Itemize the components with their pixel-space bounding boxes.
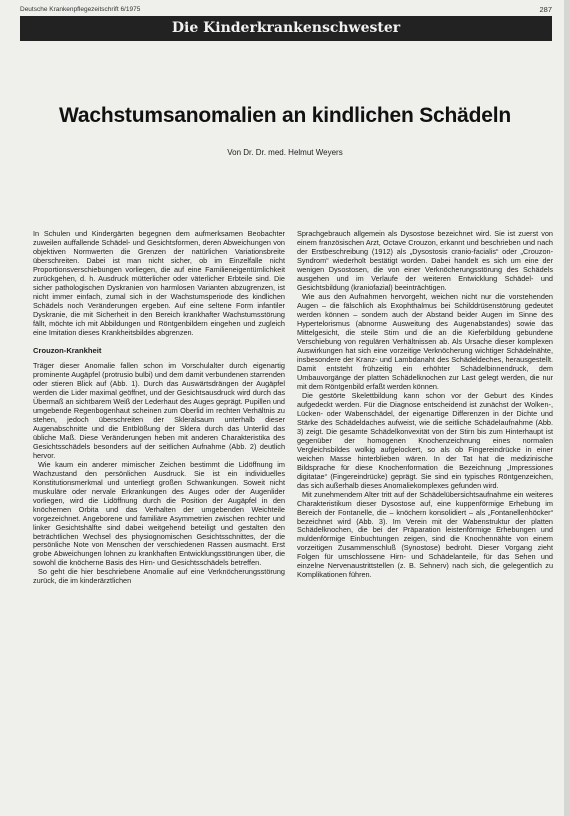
page-number: 287 [539,5,552,14]
running-head [20,4,552,16]
body-paragraph: So geht die hier beschriebene Anomalie auf eine Verknöcherungsstörung zurück, die im kinderärztlichen [33,567,285,586]
body-paragraph: Mit zunehmendem Alter tritt auf der Schädelübersichtsaufnahme ein weiteres Charakteristikum dieser Dysostose auf, eine kuppenförmige Erhebung im Bereich der Fontanelle, die – knöchern konsolidiert – als „Fontanellenhöcker“ bezeichnet wird (Abb. 3). Im Verein mit der Wabenstruktur der platten Schädelknochen, die bei der Präparation leistenförmige Erhebungen und muldenförmige Einbuchtungen zeigen, sind die Knochennähte von einem vorzeitigen Zusammenschluß (Synostose) bedroht. Dieser Vorgang zieht Folgen für umschlossene Hirn- und Schädelanteile, für das Sehen und einzelne Nervenaustrittstellen (z. B. Sehnerv) nach sich, die gelegentlich zu Komplikationen führen. [297,489,553,580]
article-byline: Von Dr. Dr. med. Helmut Weyers [227,148,343,157]
body-paragraph: Wie kaum ein anderer mimischer Zeichen bestimmt die Lidöffnung im Wachzustand den persönlichen Ausdruck. Sie ist ein individuelles Konstitutionsmerkmal und unterliegt großen Schwankungen. Soweit nicht muskuläre oder nervale Erkrankungen des Auges oder der Augenlider vorliegen, wird die Lidöffnung durch die Position der Augäpfel in den knöchernen Orbita und das Verhalten der umgebenden Weichteile vorgezeichnet. Angeborene und familiäre Asymmetrien zwischen rechter und linker Gesichtshälfte sind dabei weitgehend beteiligt und gestalten den beträchtlichen Wechsel des physiognomischen Gesichtsschnittes, der die persönliche Note von Menschen der verschiedenen Rassen ausmacht. Erst grobe Abweichungen lohnen zu krankhaften Entwicklungsstörungen über, die sowohl die knöcherne Basis des Hirn- und Gesichtsschädels betreffen. [33,459,285,568]
section-heading: Crouzon-Krankheit [33,345,102,355]
article-title: Wachstumsanomalien an kindlichen Schädeln [59,104,511,127]
body-paragraph: Sprachgebrauch allgemein als Dysostose bezeichnet wird. Sie ist zuerst von einem französischen Arzt, Octave Crouzon, erkannt und beschrieben und nach der Erstbeschreibung (1912) als „Dysostosis cranio-facialis“ oder „Crouzon-Syndrom“ wiederholt bestätigt worden. Dabei handelt es sich um eine der wenigen Dysostosen, die von einer Verknöcherungsstörung des Schädels ausgehen und im Verlaufe der weiteren Entwicklung Schädel- und Gesichtsbildung (kraniofazial) beeinträchtigen. [297,229,553,292]
scan-edge [564,0,570,816]
body-paragraph: Wie aus den Aufnahmen hervorgeht, weichen nicht nur die vorstehenden Augen – die fälschlich als Exophthalmus bei Schilddrüsenstörung gedeutet werden können – sondern auch der Abstand beider Augen im Sinne des Hypertelorismus (abnorme Ausweitung des Augenabstandes) sowie das Mittelgesicht, die steile Stirn und die an die Kieferbildung gebundene Verschiebung von regulären Verhältnissen ab. Als Ursache dieser komplexen Auswirkungen hat sich eine vorzeitige Verknöcherung wichtiger Schädelnähte, insbesondere der Kranz- und Lambdanaht des Schädeldeches, herausgestellt. Damit entsteht frühzeitig ein erhöhter Schädelbinnendruck, dem Umbauvorgänge der platten Schädelknochen zur Last gelegt werden, die nur mit dem Röntgenbild erfaßt werden können. [297,291,553,391]
journal-name: Deutsche Krankenpflegezeitschrift 6/1975 [20,6,141,13]
intro-paragraph: In Schulen und Kindergärten begegnen dem aufmerksamen Beobachter zuweilen auffallende Schädel- und Gesichtsformen, deren Abweichungen von objektiven Normwerten die Grenzen der natürlichen Variationsbreite überschreiten. Dabei ist man nicht sicher, ob im Einzelfalle nicht Proportionsverschiebungen vorliegen, die auf eine Familieneigentümlichkeit zurückgehen, d. h. Ausdruck mütterlicher oder väterlicher Erbteile sind. Die sicher pathologischen Dyskranien von harmlosen Varianten abzugrenzen, ist nicht immer einfach, zumal sich in der Wachstumsperiode des kindlichen Schädels noch Veränderungen ergeben. Auf eine seltene Form infantiler Dyskranie, die mit Sicherheit in den Bereich krankhafter Wachstumsstörung fällt, möchte ich mit Abbildungen und Röntgenbildern eingehen und zugleich eine Imitation dieses Krankheitsbildes abgrenzen. [33,229,285,337]
right-column [297,229,553,809]
body-paragraph: Die gestörte Skelettbildung kann schon vor der Geburt des Kindes aufgedeckt werden. Für die Diagnose entscheidend ist zunächst der Wolken-, Lücken- oder Wabenschädel, der eigenartige Differenzen in der Dichte und Stärke des Schädeldaches aufweist, wie die seitliche Schädelaufnahme (Abb. 3) zeigt. Die gesamte Schädelkonvexität von der Stirn bis zum Hinterhaupt ist gegenüber der homogenen Knochenzeichnung eines normalen Vergleichsbildes wolkig aufgelockert, so als ob Fingereindrücke in einer weichen Masse hinterblieben wären. In der Tat hat die medizinische Bildsprache für diese Knochenformation die Bezeichnung „Impressiones digitatae“ (Fingereindrücke) geprägt. Sie sind ein typisches Röntgenzeichen, das sich außerhalb dieses Anomaliekomplexes gefunden wird. [297,390,553,490]
left-column [33,229,285,809]
body-paragraph: Träger dieser Anomalie fallen schon im Vorschulalter durch eigenartig prominente Augäpfel (protrusio bulbi) und dem damit verbundenen starrenden oder stieren Blick auf (Abb. 1). Durch das Auswärtsdrängen der Augäpfel werden die Lider maximal geöffnet, und der Gesichtsausdruck wird durch das Übermaß an sichtbarem Weiß der Lederhaut des Auges geprägt. Pupillen und umgebende Regenbogenhaut scheinen zum Oberlid im rechten Verhältnis zu stehen, jedoch überschreiten der Skleralsaum unterhalb dieser Augenabschnitte und die Entblößung der Sklera durch das Unterlid das übliche Maß. Diese Veränderungen heben mit anderen Charakteristika des Gesichtsschädels besonders auf der seitlichen Aufnahme (Abb. 2) deutlich hervor. [33,360,285,460]
section-banner: Die Kinderkrankenschwester [20,16,552,41]
